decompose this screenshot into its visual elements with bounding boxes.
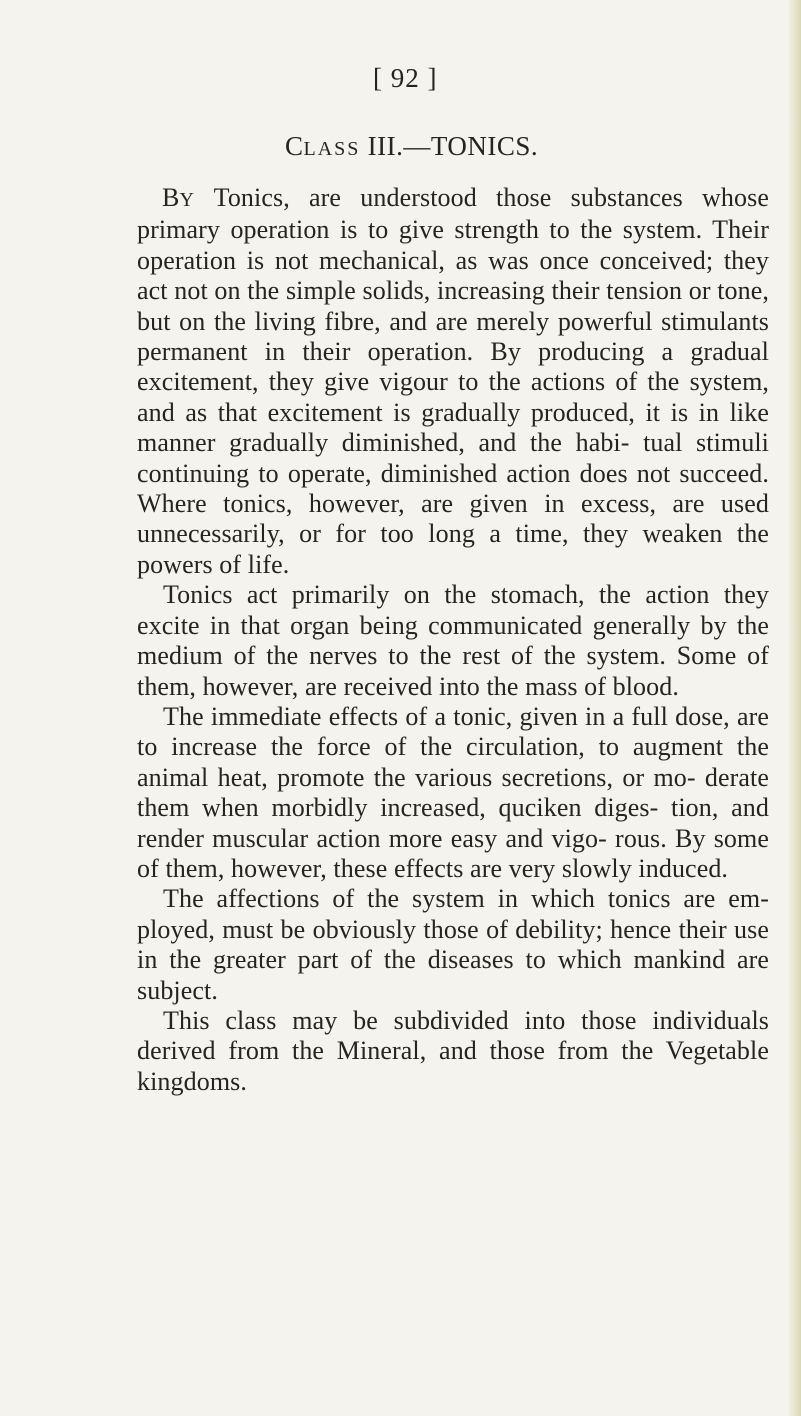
class-heading-title: III.—TONICS.	[367, 131, 539, 161]
body-text	[137, 183, 769, 1097]
paragraph-subdivision: This class may be subdivided into those individuals derived from the Mineral, and those from the Vegetable kingdoms.	[137, 1005, 769, 1096]
paragraph-definition	[137, 183, 769, 580]
paragraph-affections: The affections of the system in which tonics are em- ployed, must be obviously those of debility; hence their use in the greater part of the diseases to which mankind are subject.	[137, 884, 769, 1005]
class-heading	[285, 131, 538, 162]
paragraph-lead-smallcaps: Y	[179, 189, 195, 211]
paragraph-effects: The immediate effects of a tonic, given in a full dose, are to increase the force of the circulation, to augment the animal heat, promote the various secretions, or mo- derate them when morbidly increased, quciken diges- tion, and render muscular action more easy and vigo- rous. By some of them, however, these effects are very slowly induced.	[137, 701, 769, 883]
page-edge	[789, 0, 801, 1416]
paragraph-action: Tonics act primarily on the stomach, the action they excite in that organ being communicated generally by the medium of the nerves to the rest of the system. Some of them, however, are received into the mass of blood.	[137, 580, 769, 701]
paragraph-lead-initial: B	[162, 183, 180, 212]
class-heading-smallcaps: LASS	[303, 138, 361, 160]
paragraph-definition-text: Tonics, are understood those substances whose primary operation is to give strength to the system. Their operation is not mechanical, as was once conceived; they act not on the simple solids, increasing their tension or tone, but on the living fibre, and are merely powerful stimulants permanent in their operation. By producing a gradual excitement, they give vigour to the actions of the system, and as that excitement is gradually produced, it is in like manner gradually diminished, and the habi- tual stimuli continuing to operate, diminished action does not succeed. Where tonics, however, are given in excess, are used unnecessarily, or for too long a time, they weaken the powers of life.	[137, 183, 769, 579]
page-number: [ 92 ]	[373, 63, 438, 93]
class-heading-initial: C	[285, 131, 304, 161]
